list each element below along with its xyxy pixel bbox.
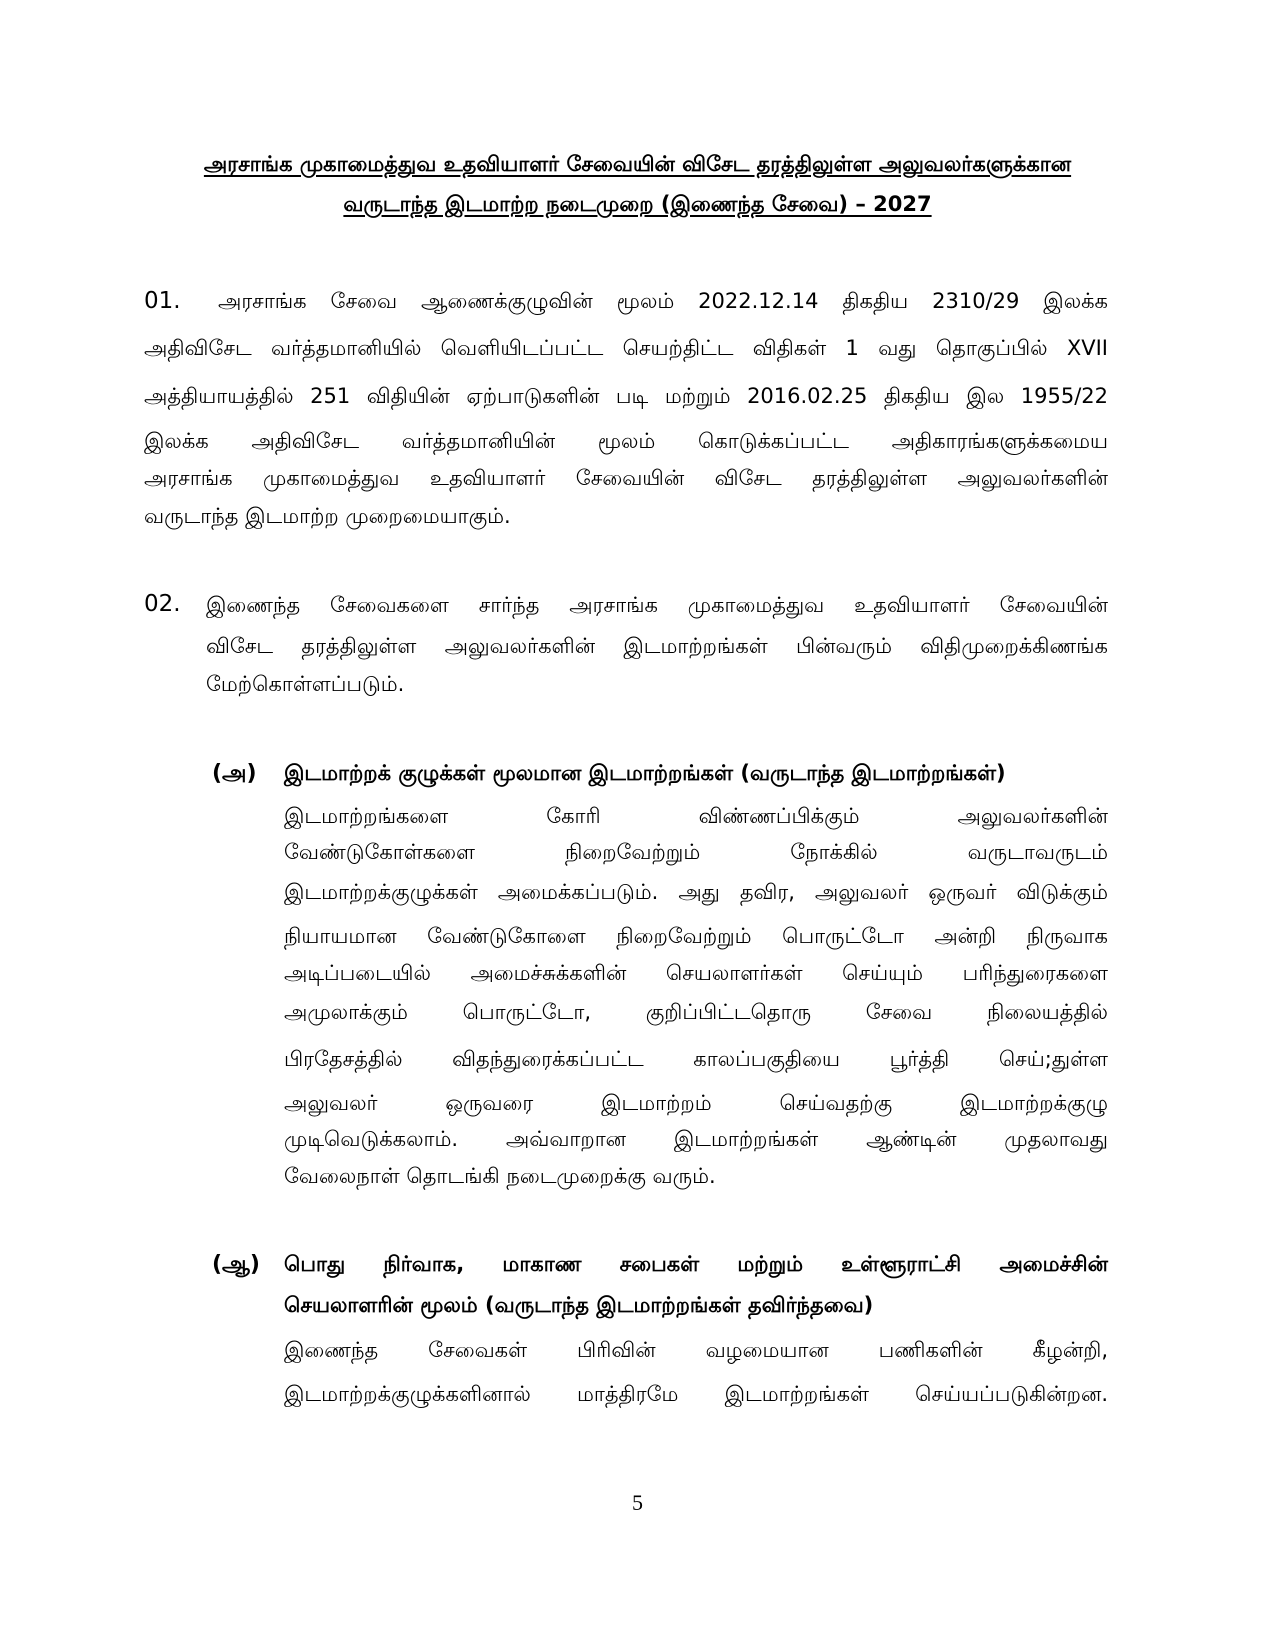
paragraph-02-line-2: விசேட தரத்திலுள்ள அலுவலர்களின் இடமாற்றங்கள் பின்வரும் விதிமுறைக்கிணங்க [206, 634, 1108, 658]
paragraph-01-line-3: அத்தியாயத்தில் 251 விதியின் ஏற்பாடுகளின் படி மற்றும் 2016.02.25 திகதிய இல 1955/22 [144, 384, 1108, 408]
section-b-line-2: இடமாற்றக்குழுக்களினால் மாத்திரமே இடமாற்றங்கள் செய்யப்படுகின்றன. [284, 1382, 1108, 1406]
section-a-line-4: நியாயமான வேண்டுகோளை நிறைவேற்றும் பொருட்டோ அன்றி நிருவாக [284, 924, 1108, 948]
document-title-line-1: அரசாங்க முகாமைத்துவ உதவியாளர் சேவையின் விசேட தரத்திலுள்ள அலுவலர்களுக்கான [203, 152, 1072, 176]
section-a-line-5: அடிப்படையில் அமைச்சுக்களின் செயலாளர்கள் செய்யும் பரிந்துரைகளை [284, 961, 1108, 985]
paragraph-01-line-4: இலக்க அதிவிசேட வர்த்தமானியின் மூலம் கொடுக்கப்பட்ட அதிகாரங்களுக்கமைய [144, 429, 1108, 453]
page-number: 5 [632, 1490, 643, 1515]
paragraph-01-line-2: அதிவிசேட வர்த்தமானியில் வெளியிடப்பட்ட செயற்திட்ட விதிகள் 1 வது தொகுப்பில் XVII [144, 336, 1108, 360]
section-b-marker: (ஆ) [212, 1252, 260, 1277]
section-a-line-2: வேண்டுகோள்களை நிறைவேற்றும் நோக்கில் வருடாவருடம் [284, 840, 1108, 864]
section-a-heading: இடமாற்றக் குழுக்கள் மூலமான இடமாற்றங்கள் (வருடாந்த இடமாற்றங்கள்) [284, 761, 1006, 785]
paragraph-01-line-1: அரசாங்க சேவை ஆணைக்குழுவின் மூலம் 2022.12.14 திகதிய 2310/29 இலக்க [218, 289, 1108, 313]
paragraph-02-line-3: மேற்கொள்ளப்படும். [206, 672, 405, 696]
section-a-line-1: இடமாற்றங்களை கோரி விண்ணப்பிக்கும் அலுவலர்களின் [284, 804, 1108, 828]
section-a-marker: (அ) [212, 761, 257, 786]
section-a-line-10: வேலைநாள் தொடங்கி நடைமுறைக்கு வரும். [284, 1164, 716, 1188]
document-title-line-2: வருடாந்த இடமாற்ற நடைமுறை (இணைந்த சேவை) – 2027 [343, 192, 932, 216]
paragraph-number-01: 01. [144, 288, 181, 314]
paragraph-01-line-5: அரசாங்க முகாமைத்துவ உதவியாளர் சேவையின் விசேட தரத்திலுள்ள அலுவலர்களின் [144, 466, 1108, 490]
section-a-line-7: பிரதேசத்தில் விதந்துரைக்கப்பட்ட காலப்பகுதியை பூர்த்தி செய்;துள்ள [284, 1047, 1108, 1071]
paragraph-01-line-6: வருடாந்த இடமாற்ற முறைமையாகும். [144, 504, 511, 528]
paragraph-number-02: 02. [144, 591, 181, 617]
section-b-line-1: இணைந்த சேவைகள் பிரிவின் வழமையான பணிகளின் கீழன்றி, [284, 1338, 1108, 1362]
section-b-heading-line-2: செயலாளரின் மூலம் (வருடாந்த இடமாற்றங்கள் தவிர்ந்தவை) [284, 1293, 874, 1317]
section-a-line-8: அலுவலர் ஒருவரை இடமாற்றம் செய்வதற்கு இடமாற்றக்குழு [284, 1091, 1108, 1115]
section-a-line-6: அமுலாக்கும் பொருட்டோ, குறிப்பிட்டதொரு சேவை நிலையத்தில் [284, 1000, 1108, 1024]
section-a-line-3: இடமாற்றக்குழுக்கள் அமைக்கப்படும். அது தவிர, அலுவலர் ஒருவர் விடுக்கும் [284, 880, 1108, 904]
paragraph-02-line-1: இணைந்த சேவைகளை சார்ந்த அரசாங்க முகாமைத்துவ உதவியாளர் சேவையின் [206, 593, 1108, 617]
section-b-heading-line-1: பொது நிர்வாக, மாகாண சபைகள் மற்றும் உள்ளூராட்சி அமைச்சின் [284, 1252, 1108, 1276]
section-a-line-9: முடிவெடுக்கலாம். அவ்வாறான இடமாற்றங்கள் ஆண்டின் முதலாவது [284, 1127, 1108, 1151]
